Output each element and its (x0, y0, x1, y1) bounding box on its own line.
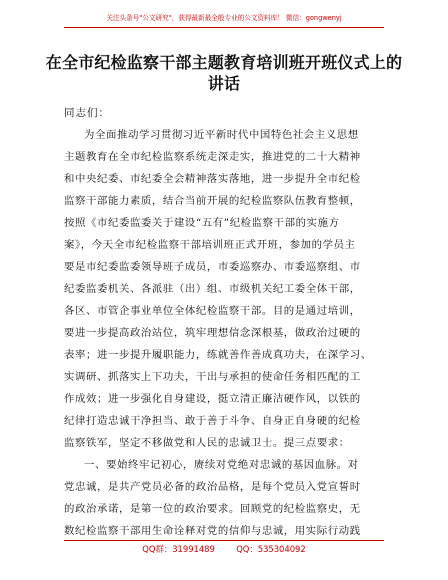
footer-divider (64, 540, 384, 541)
body-line: 数纪检监察干部用生命诠释对党的信仰与忠诚，用实际行动践 (64, 525, 361, 537)
body-line: 一、要始终牢记初心，赓续对党绝对忠诚的基因血脉。对 (84, 459, 359, 471)
body-line: 实调研、抓落实上下功夫，干出与承担的使命任务相匹配的工 (64, 371, 361, 383)
body-line: 表率；进一步提升履职能力，练就善作善成真功夫，在深学习、 (64, 349, 372, 361)
body-line: 案》，今天全市纪检监察干部培训班正式开班，参加的学员主 (64, 239, 356, 251)
body-paragraph-1 (64, 124, 388, 454)
body-line: 各区、市管企事业单位全体纪检监察干部。目的是通过培训， (64, 305, 361, 317)
document-title: 在全市纪检监察干部主题教育培训班开班仪式上的讲话 (45, 53, 403, 93)
body-line: 和中央纪委、市纪委全会精神落实落地，进一步提升全市纪检 (64, 173, 361, 185)
body-paragraph-2 (64, 454, 388, 542)
body-line: 要进一步提高政治站位，筑牢理想信念深根基，做政治过硬的 (64, 327, 361, 339)
body-line: 的政治承诺，是第一位的政治要求。回顾党的纪检监察史，无 (64, 503, 361, 515)
body-line: 为全面推动学习贯彻习近平新时代中国特色社会主义思想 (84, 129, 359, 141)
header-divider (64, 27, 384, 28)
footer-contact (0, 544, 448, 554)
body-line: 作成效；进一步强化自身建设，挺立清正廉洁硬作风，以铁的 (64, 393, 361, 405)
header-banner: 关注头条号"公文研究"，获得最新最全般专业的公文资料库！ 微信：gongwenyj (106, 14, 342, 22)
body-line: 按照《市纪委监委关于建设“五有”纪检监察干部的实施方 (64, 217, 340, 229)
body-line: 要是市纪委监委领导班子成员，市委巡察办、市委巡察组、市 (64, 261, 361, 273)
salutation: 同志们： (64, 107, 110, 119)
body-line: 主题教育在全市纪检监察系统走深走实，推进党的二十大精神 (64, 151, 361, 163)
body-line: 监察干部能力素质，结合当前开展的纪检监察队伍教育整顿， (64, 195, 361, 207)
body-line: 监察铁军，坚定不移做党和人民的忠诚卫士。提三点要求： (64, 437, 350, 449)
body-line: 纪委监委机关、各派驻（出）组、市级机关纪工委全体干部， (64, 283, 361, 295)
footer-qq: QQ：535304092 (236, 544, 306, 554)
footer-qq-group: QQ群：31991489 (142, 544, 215, 554)
body-line: 党忠诚，是共产党员必备的政治品格，是每个党员入党宣誓时 (64, 481, 361, 493)
body-line: 纪律打造忠诚干净担当、敢于善于斗争、自身正自身硬的纪检 (64, 415, 361, 427)
